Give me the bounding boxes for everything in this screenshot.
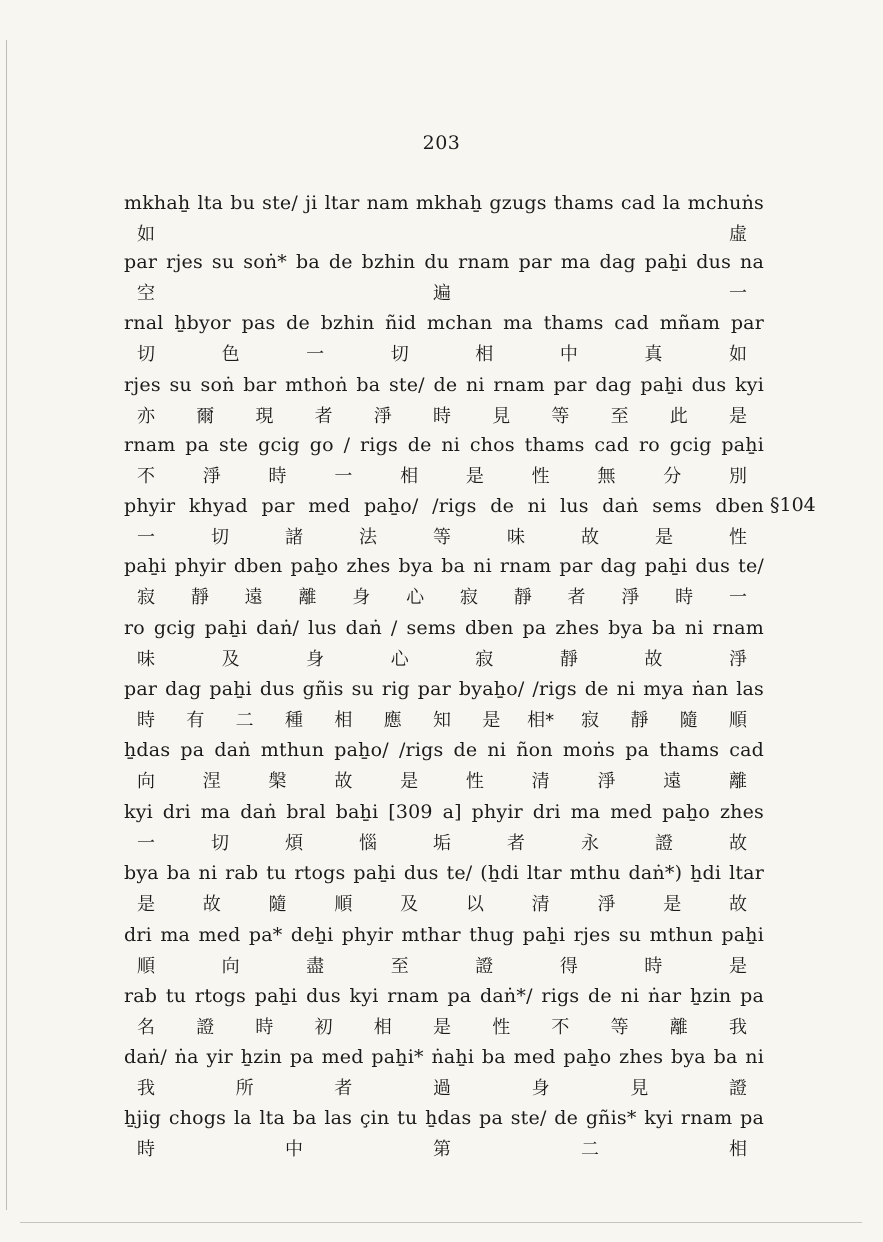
chinese-character: 及: [400, 894, 419, 915]
chinese-character: 者: [507, 833, 525, 854]
chinese-character: 一: [729, 283, 747, 304]
chinese-character: 相: [334, 710, 353, 731]
chinese-character: 等: [551, 406, 570, 427]
chinese-character: 不: [137, 466, 155, 487]
chinese-character: 身: [306, 649, 325, 670]
tibetan-line: rab tu rtogs paẖi dus kyi rnam pa daṅ*/ rigs de ni ṅar ẖzin pa: [124, 985, 764, 1007]
chinese-character: 向: [137, 771, 155, 792]
chinese-character: 是: [137, 894, 155, 915]
chinese-character: 心: [390, 649, 409, 670]
page-spine-edge: [6, 40, 7, 1210]
chinese-character: 惱: [359, 833, 377, 854]
chinese-character: 一: [729, 587, 747, 608]
chinese-character: 時: [433, 406, 451, 427]
chinese-gloss-line: [124, 279, 764, 309]
chinese-character: 是: [655, 527, 673, 548]
chinese-character: 盡: [306, 956, 325, 977]
chinese-gloss-line: [124, 1013, 764, 1043]
chinese-character: 性: [531, 466, 550, 487]
chinese-character: 一: [306, 344, 325, 365]
chinese-character: 寂: [475, 649, 494, 670]
chinese-gloss-line: [124, 583, 764, 613]
chinese-character: 槃: [268, 771, 287, 792]
chinese-character: 靜: [513, 587, 532, 608]
chinese-character: 淨: [373, 406, 392, 427]
chinese-character: 性: [729, 527, 747, 548]
chinese-gloss-line: [124, 462, 764, 492]
chinese-character: 隨: [679, 710, 698, 731]
chinese-character: 味: [507, 527, 525, 548]
tibetan-line: ẖjig chogs la lta ba las çin tu ẖdas pa ste/ de gñis* kyi rnam pa: [124, 1107, 764, 1129]
chinese-character: 順: [334, 894, 353, 915]
tibetan-line: rnam pa ste gcig go / rigs de ni chos thams cad ro gcig paẖi: [124, 434, 764, 456]
chinese-character: 是: [465, 466, 484, 487]
chinese-character: 故: [644, 649, 663, 670]
chinese-character: 二: [235, 710, 254, 731]
chinese-character: 性: [492, 1017, 511, 1038]
chinese-character: 如: [729, 344, 747, 365]
chinese-character: 等: [610, 1017, 629, 1038]
chinese-character: 時: [137, 710, 155, 731]
chinese-character: 淨: [729, 649, 747, 670]
chinese-character: 空: [137, 283, 155, 304]
chinese-character: 寂: [137, 587, 155, 608]
chinese-character: 靜: [630, 710, 649, 731]
section-margin-note: §104: [770, 494, 816, 516]
chinese-character: 向: [221, 956, 240, 977]
chinese-gloss-line: [124, 706, 764, 736]
chinese-character: 清: [531, 771, 550, 792]
chinese-character: 是: [729, 406, 747, 427]
chinese-character: 中: [285, 1139, 303, 1160]
chinese-character: 別: [729, 466, 747, 487]
chinese-character: 我: [729, 1017, 747, 1038]
tibetan-line: ẖdas pa daṅ mthun paẖo/ /rigs de ni ñon moṅs pa thams cad: [124, 739, 764, 761]
chinese-character: 名: [137, 1017, 155, 1038]
chinese-character: 時: [675, 587, 694, 608]
chinese-character: 是: [400, 771, 419, 792]
chinese-character: 第: [433, 1139, 451, 1160]
chinese-character: 以: [465, 894, 484, 915]
chinese-character: 至: [390, 956, 409, 977]
chinese-character: 如: [137, 224, 155, 245]
chinese-character: 中: [559, 344, 578, 365]
chinese-character: 不: [551, 1017, 570, 1038]
chinese-character: 色: [221, 344, 240, 365]
chinese-character: 得: [559, 956, 578, 977]
chinese-character: 離: [298, 587, 317, 608]
chinese-character: 諸: [285, 527, 303, 548]
chinese-character: 寂: [459, 587, 478, 608]
chinese-character: 應: [383, 710, 402, 731]
chinese-character: 一: [334, 466, 353, 487]
chinese-character: 見: [630, 1078, 649, 1099]
chinese-character: 證: [655, 833, 673, 854]
tibetan-line: mkhaẖ lta bu ste/ ji ltar nam mkhaẖ gzugs thams cad la mchuṅs: [124, 192, 764, 214]
chinese-character: 二: [581, 1139, 599, 1160]
chinese-character: 一: [137, 833, 155, 854]
chinese-character: 相: [729, 1139, 747, 1160]
chinese-character: 順: [137, 956, 155, 977]
tibetan-line: daṅ/ ṅa yir ẖzin pa med paẖi* ṅaẖi ba med paẖo zhes bya ba ni: [124, 1046, 764, 1068]
chinese-character: 過: [433, 1078, 451, 1099]
chinese-character: 故: [334, 771, 353, 792]
chinese-character: 證: [196, 1017, 215, 1038]
chinese-character: 虛: [729, 224, 747, 245]
tibetan-line: dri ma med pa* deẖi phyir mthar thug paẖi rjes su mthun paẖi: [124, 924, 764, 946]
chinese-gloss-line: [124, 645, 764, 675]
chinese-gloss-line: [124, 952, 764, 982]
chinese-character: 相: [373, 1017, 392, 1038]
chinese-character: 靜: [190, 587, 209, 608]
chinese-character: 切: [211, 833, 229, 854]
chinese-character: 及: [221, 649, 240, 670]
chinese-character: 是: [482, 710, 501, 731]
tibetan-line: rnal ẖbyor pas de bzhin ñid mchan ma thams cad mñam par: [124, 312, 764, 334]
chinese-gloss-line: [124, 1135, 764, 1165]
tibetan-line: rjes su soṅ bar mthoṅ ba ste/ de ni rnam par dag paẖi dus kyi: [124, 374, 764, 396]
chinese-character: 切: [211, 527, 229, 548]
chinese-character: 味: [137, 649, 155, 670]
chinese-gloss-line: [124, 340, 764, 370]
tibetan-line: kyi dri ma daṅ bral baẖi [309 a] phyir dri ma med paẖo zhes: [124, 801, 764, 823]
chinese-character: 時: [255, 1017, 274, 1038]
chinese-character: 等: [433, 527, 451, 548]
tibetan-line: bya ba ni rab tu rtogs paẖi dus te/ (ẖdi ltar mthu daṅ*) ẖdi ltar: [124, 862, 764, 884]
chinese-character: 時: [137, 1139, 155, 1160]
chinese-character: 是: [729, 956, 747, 977]
chinese-character: 爾: [196, 406, 215, 427]
chinese-character: 是: [663, 894, 682, 915]
chinese-character: 心: [406, 587, 425, 608]
chinese-character: 淨: [597, 894, 616, 915]
chinese-character: 真: [644, 344, 663, 365]
chinese-character: 此: [669, 406, 688, 427]
chinese-character: 初: [314, 1017, 333, 1038]
chinese-character: 涅: [202, 771, 221, 792]
chinese-gloss-line: [124, 1074, 764, 1104]
chinese-character: 證: [475, 956, 494, 977]
chinese-character: 亦: [137, 406, 155, 427]
chinese-character: 相*: [527, 710, 555, 731]
bottom-rule: [20, 1222, 862, 1223]
chinese-character: 隨: [268, 894, 287, 915]
chinese-character: 淨: [202, 466, 221, 487]
chinese-character: 遠: [663, 771, 682, 792]
chinese-character: 離: [729, 771, 747, 792]
chinese-character: 煩: [285, 833, 303, 854]
chinese-character: 淨: [621, 587, 640, 608]
chinese-character: 有: [186, 710, 205, 731]
chinese-character: 相: [475, 344, 494, 365]
chinese-gloss-line: [124, 767, 764, 797]
chinese-character: 切: [137, 344, 155, 365]
chinese-character: 者: [334, 1078, 353, 1099]
chinese-character: 遠: [244, 587, 263, 608]
chinese-character: 清: [531, 894, 550, 915]
chinese-character: 證: [729, 1078, 747, 1099]
chinese-character: 靜: [559, 649, 578, 670]
chinese-character: 性: [465, 771, 484, 792]
chinese-character: 種: [285, 710, 303, 731]
chinese-character: 者: [567, 587, 586, 608]
chinese-character: 永: [581, 833, 599, 854]
chinese-character: 順: [729, 710, 747, 731]
chinese-character: 故: [729, 894, 747, 915]
chinese-character: 無: [597, 466, 616, 487]
chinese-character: 故: [202, 894, 221, 915]
tibetan-line: phyir khyad par med paẖo/ /rigs de ni lus daṅ sems dben: [124, 495, 764, 517]
chinese-character: 寂: [581, 710, 599, 731]
chinese-character: 垢: [433, 833, 451, 854]
chinese-character: 我: [137, 1078, 155, 1099]
chinese-character: 見: [492, 406, 511, 427]
chinese-character: 所: [235, 1078, 254, 1099]
chinese-character: 至: [610, 406, 629, 427]
chinese-gloss-line: [124, 829, 764, 859]
page-number: 203: [422, 132, 461, 154]
tibetan-line: par rjes su soṅ* ba de bzhin du rnam par ma dag paẖi dus na: [124, 251, 764, 273]
chinese-character: 時: [644, 956, 663, 977]
chinese-character: 一: [137, 527, 155, 548]
chinese-gloss-line: [124, 890, 764, 920]
chinese-character: 遍: [433, 283, 451, 304]
chinese-character: 切: [390, 344, 409, 365]
chinese-character: 身: [352, 587, 371, 608]
chinese-character: 知: [433, 710, 451, 731]
chinese-character: 淨: [597, 771, 616, 792]
chinese-character: 法: [359, 527, 377, 548]
tibetan-line: ro gcig paẖi daṅ/ lus daṅ / sems dben pa zhes bya ba ni rnam: [124, 617, 764, 639]
chinese-character: 故: [581, 527, 599, 548]
tibetan-line: par dag paẖi dus gñis su rig par byaẖo/ /rigs de ni mya ṅan las: [124, 678, 764, 700]
chinese-character: 時: [268, 466, 287, 487]
tibetan-line: paẖi phyir dben paẖo zhes bya ba ni rnam par dag paẖi dus te/: [124, 555, 764, 577]
chinese-character: 現: [255, 406, 274, 427]
chinese-character: 分: [663, 466, 682, 487]
chinese-character: 者: [314, 406, 333, 427]
chinese-character: 離: [669, 1017, 688, 1038]
chinese-character: 身: [531, 1078, 550, 1099]
chinese-character: 故: [729, 833, 747, 854]
chinese-character: 相: [400, 466, 419, 487]
chinese-character: 是: [433, 1017, 451, 1038]
